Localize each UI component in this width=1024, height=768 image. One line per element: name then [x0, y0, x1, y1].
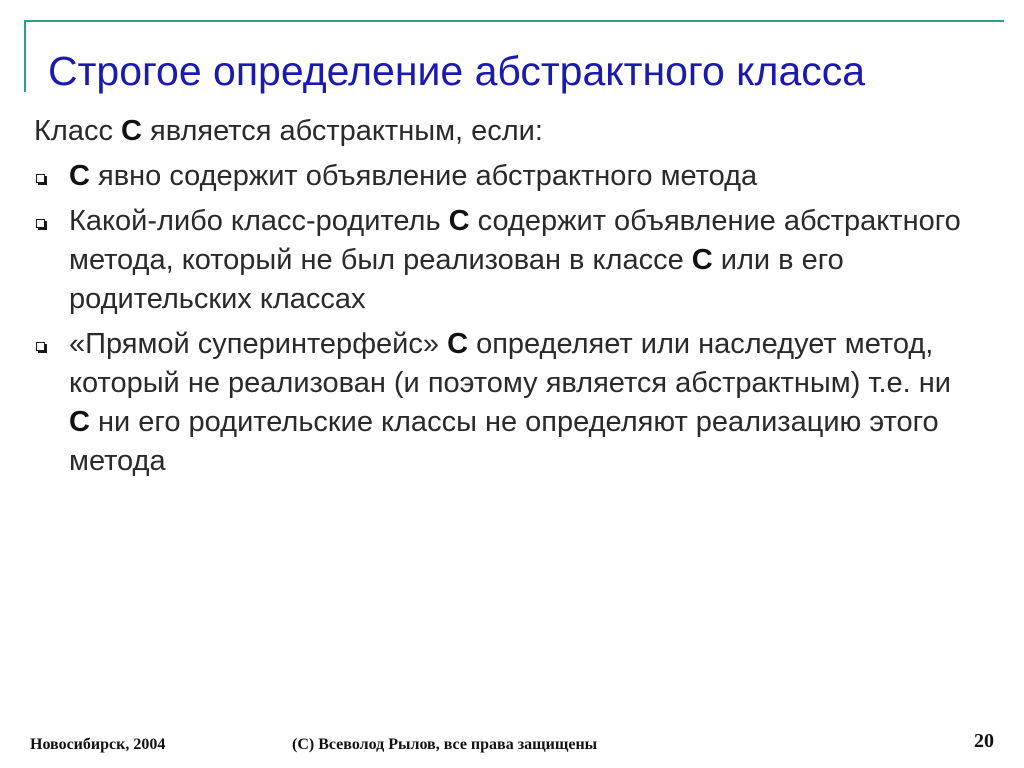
bullet-item-1 [34, 157, 974, 196]
intro-text-before: Класс [34, 115, 121, 147]
bullet-keyword: C [447, 328, 469, 360]
bullet-text: явно содержит объявление абстрактного метода [89, 160, 758, 192]
page-number: 20 [974, 730, 994, 752]
bullet-list [34, 157, 974, 481]
hollow-square-bullet-icon [36, 219, 45, 228]
slide-title: Строгое определение абстрактного класса [48, 48, 866, 94]
hollow-square-bullet-icon [36, 174, 45, 183]
bullet-text: определяет или наследует метод, который не реализован (и поэтому является абстрактным) т.е. ни [69, 328, 952, 399]
slide-frame-top-line [24, 20, 1004, 22]
bullet-item-2 [34, 202, 974, 319]
bullet-keyword: C [69, 160, 90, 192]
bullet-text: или в его родительских классах [69, 244, 844, 315]
intro-keyword: C [121, 115, 142, 147]
footer-location-year: Новосибирск, 2004 [30, 736, 166, 753]
intro-text-after: является абстрактным, если: [141, 115, 543, 147]
bullet-keyword: C [691, 244, 713, 276]
intro-line [34, 112, 974, 151]
bullet-text: содержит объявление абстрактного метода, который не был реализован в классе [69, 205, 961, 276]
slide-body [34, 112, 974, 487]
bullet-keyword: C [69, 406, 90, 438]
slide-frame-left-line [24, 20, 26, 92]
bullet-text: ни его родительские классы не определяют реализацию этого метода [69, 406, 939, 477]
bullet-item-3 [34, 325, 974, 481]
bullet-text: «Прямой суперинтерфейс» [69, 328, 448, 360]
bullet-keyword: C [448, 205, 470, 237]
bullet-text: Какой-либо класс-родитель [69, 205, 449, 237]
hollow-square-bullet-icon [36, 342, 45, 351]
footer-copyright: (C) Всеволод Рылов, все права защищены [292, 736, 598, 753]
